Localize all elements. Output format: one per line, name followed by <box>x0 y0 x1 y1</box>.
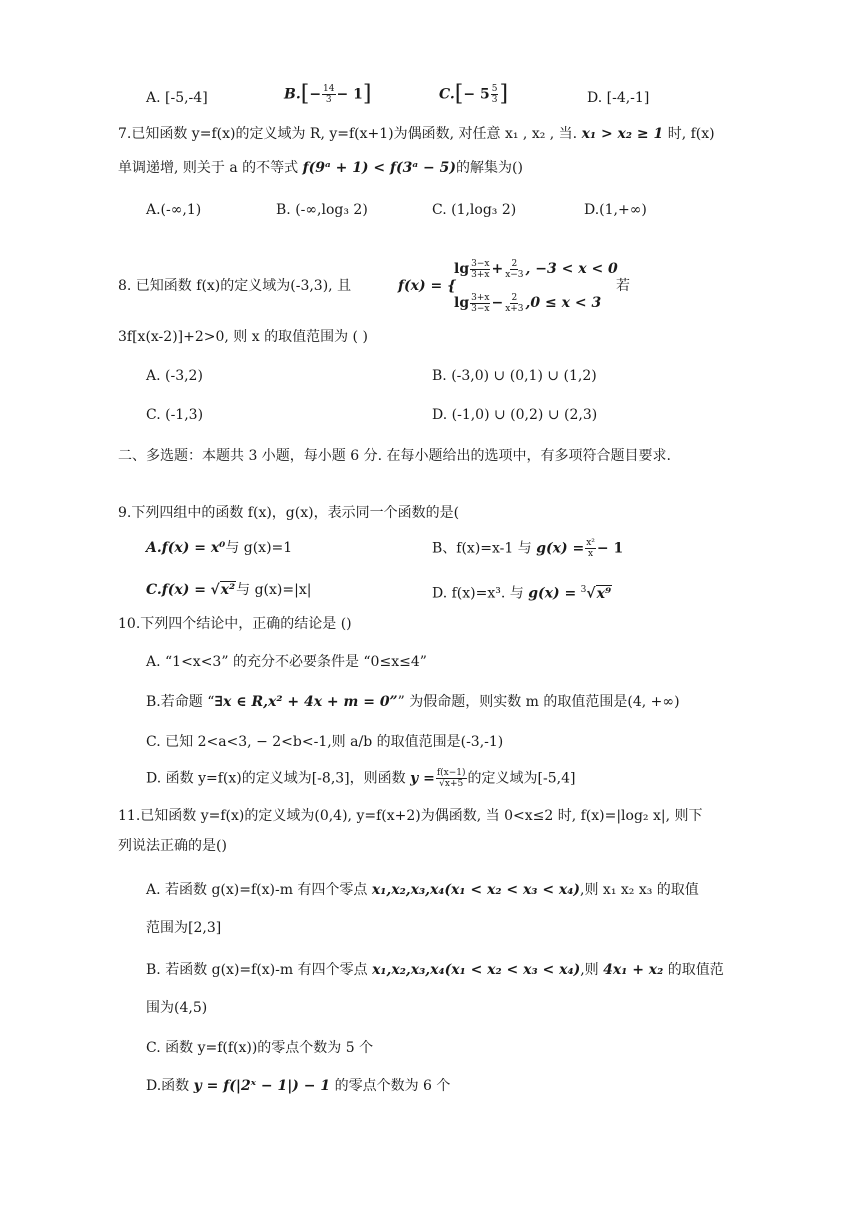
q7-option-b: B. (-∞,log₃ 2) <box>276 202 368 218</box>
q11-stem-line1: 11.已知函数 y=f(x)的定义域为(0,4), y=f(x+2)为偶函数, 当 0<x≤2 时, f(x)=|log₂ x|, 则下 <box>118 808 703 824</box>
q9-option-d: D. f(x)=x³. 与 g(x) = $^3$√x⁹ <box>432 585 612 602</box>
q11-option-d: D.函数 y = f(|2ˣ − 1|) − 1 的零点个数为 6 个 <box>146 1078 451 1094</box>
q6-option-b-close-bracket: ] <box>362 81 372 107</box>
q8-option-b: B. (-3,0) ∪ (0,1) ∪ (1,2) <box>432 368 597 384</box>
q10-option-a: A. “1<x<3” 的充分不必要条件是 “0≤x≤4” <box>146 654 427 670</box>
q9-stem: 9.下列四组中的函数 f(x)，g(x)，表示同一个函数的是( <box>118 505 460 521</box>
q8-fx-label: f(x) = { <box>398 278 457 294</box>
q7-stem-line1: 7.已知函数 y=f(x)的定义域为 R, y=f(x+1)为偶函数, 对任意 x₁ , x₂ , 当. x₁ > x₂ ≥ 1 时, f(x) <box>118 126 715 142</box>
q7-inequality-math: f(9ᵃ + 1) < f(3ᵃ − 5) <box>302 160 456 176</box>
q8-option-a: A. (-3,2) <box>146 368 203 384</box>
cube-root-symbol: √ <box>586 585 596 602</box>
q7-option-a: A.(-∞,1) <box>146 202 202 218</box>
q8-ruo: 若 <box>616 278 630 294</box>
q8-option-d: D. (-1,0) ∪ (0,2) ∪ (2,3) <box>432 407 598 423</box>
q7-condition-math: x₁ > x₂ ≥ 1 <box>581 126 664 142</box>
q11-option-a-line1: A. 若函数 g(x)=f(x)-m 有四个零点 x₁,x₂,x₃,x₄(x₁ < x₂ < x₃ < x₄),则 x₁ x₂ x₃ 的取值 <box>146 882 699 898</box>
q6-option-d: D. [-4,-1] <box>587 90 650 106</box>
section-heading-multiple-choice: 二、多选题：本题共 3 小题，每小题 6 分. 在每小题给出的选项中，有多项符合题目要求. <box>118 448 671 464</box>
q8-stem-line1: 8. 已知函数 f(x)的定义域为(-3,3), 且 <box>118 278 352 294</box>
q9-option-c: C.f(x) = √x²与 g(x)=|x| <box>146 582 312 598</box>
q6-option-c-prefix: C. <box>439 86 455 103</box>
q7-option-c: C. (1,log₃ 2) <box>432 202 517 218</box>
q9-option-b: B、f(x)=x-1 与 g(x) = $\frac{\text{x²}}{x}$ − 1 <box>432 538 624 559</box>
q6-option-b: B.[− $\frac{14}{3}$ − 1] <box>284 81 372 107</box>
q7-stem-line2: 单调递增, 则关于 a 的不等式 f(9ᵃ + 1) < f(3ᵃ − 5)的解集为() <box>118 160 523 176</box>
q6-option-b-open-bracket: [ <box>300 81 310 107</box>
q7-option-d: D.(1,+∞) <box>584 202 647 218</box>
q11-option-c: C. 函数 y=f(f(x))的零点个数为 5 个 <box>146 1040 374 1056</box>
q10-option-c: C. 已知 2<a<3, − 2<b<-1,则 a/b 的取值范围是(-3,-1) <box>146 734 504 750</box>
q10-option-b: B.若命题 “∃x ∈ R,x² + 4x + m = 0”” 为假命题，则实数 m 的取值范围是(4, +∞) <box>146 694 680 710</box>
sqrt-symbol: √ <box>210 582 220 598</box>
q11-stem-line2: 列说法正确的是() <box>118 838 227 854</box>
q8-option-c: C. (-1,3) <box>146 407 204 423</box>
q10-stem: 10.下列四个结论中，正确的结论是 () <box>118 616 352 632</box>
q6-option-b-prefix: B. <box>284 86 301 103</box>
q11-option-b-line1: B. 若函数 g(x)=f(x)-m 有四个零点 x₁,x₂,x₃,x₄(x₁ < x₂ < x₃ < x₄),则 4x₁ + x₂ 的取值范 <box>146 962 724 978</box>
q8-stem-line2: 3f[x(x-2)]+2>0, 则 x 的取值范围为 ( ) <box>118 329 368 345</box>
q11-option-a-line2: 范围为[2,3] <box>146 920 222 936</box>
q9-option-a: A.f(x) = x⁰与 g(x)=1 <box>146 540 293 556</box>
q6-option-b-fraction: $\frac{14}{3}$ <box>323 84 335 105</box>
q8-piece-1: lg $\frac{3-x}{3+x}$ + $\frac{2}{x-3}$ , −3 < x < 0 <box>454 258 618 280</box>
q6-option-a: A. [-5,-4] <box>146 90 208 106</box>
q6-option-c-fraction: $\frac{5}{3}$ <box>491 84 498 105</box>
q10-option-d: D. 函数 y=f(x)的定义域为[-8,3]，则函数 y = $\frac{f(x-1)}{√x+5}$ 的定义域为[-5,4] <box>146 768 576 789</box>
q11-option-b-line2: 围为(4,5) <box>146 1000 208 1016</box>
q6-option-c: C.[− 5 $\frac{5}{3}$ ] <box>439 81 509 107</box>
q8-piece-2: lg $\frac{3+x}{3-x}$ − $\frac{2}{x+3}$ ,0 ≤ x < 3 <box>454 292 602 314</box>
